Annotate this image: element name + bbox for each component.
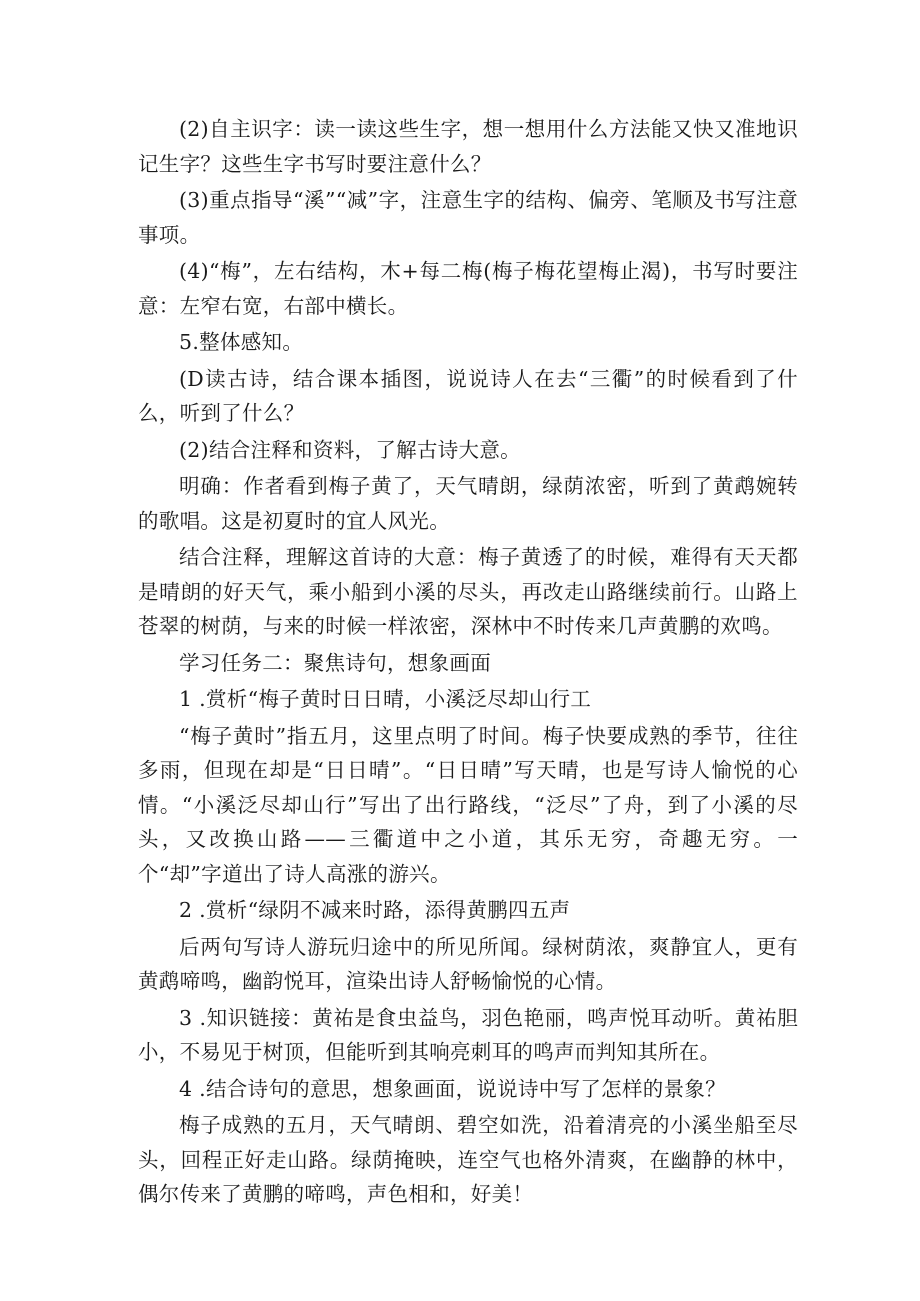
paragraph-appreciation-two-text: 后两句写诗人游玩归途中的所见所闻。绿树荫浓，爽静宜人，更有黄鹉啼鸣，幽韵悦耳，渲染出诗人舒畅愉悦的心情。 [138,934,798,993]
paragraph-task-two-heading: 学习任务二：聚焦诗句，想象画面 [179,650,491,675]
paragraph-key-characters: (3)重点指导“溪”“减”字，注意生字的结构、偏旁、笔顺及书写注意事项。 [138,188,798,247]
paragraph-imagine-scene: 4 .结合诗句的意思，想象画面，说说诗中写了怎样的景象？ [179,1076,726,1101]
paragraph-self-literacy: (2)自主识字：读一读这些生字，想一想用什么方法能又快又准地识记生字？这些生字书写时要注意什么？ [138,117,798,176]
paragraph-knowledge-link: 3 .知识链接：黄祐是食虫益鸟，羽色艳丽，鸣声悦耳动听。黄祐胆小，不易见于树顶，但能听到其响亮刺耳的鸣声而判知其所在。 [138,1005,798,1064]
paragraph-read-poem: (D读古诗，结合课本插图，说说诗人在去“三衢”的时候看到了什么，听到了什么？ [138,366,798,425]
document-body [138,112,798,1214]
paragraph-poem-summary: 结合注释，理解这首诗的大意：梅子黄透了的时候，难得有天天都是晴朗的好天气，乘小船到小溪的尽头，再改走山路继续前行。山路上苍翠的树荫，与来的时候一样浓密，深林中不时传来几声黄鹏的欢鸣。 [138,545,798,638]
paragraph-clarification: 明确：作者看到梅子黄了，天气晴朗，绿荫浓密，听到了黄鹉婉转的歌唱。这是初夏时的宜人风光。 [138,474,798,533]
paragraph-appreciation-one-text: “梅子黄时”指五月，这里点明了时间。梅子快要成熟的季节，往往多雨，但现在却是“日日晴”。“日日晴”写天晴，也是写诗人愉悦的心情。“小溪泛尽却山行”写出了出行路线，“泛尽”了舟，到了小溪的尽头，又改换山路——三衢道中之小道，其乐无穷，奇趣无穷。一个“却”字道出了诗人高涨的游兴。 [138,723,798,886]
paragraph-scene-description: 梅子成熟的五月，天气晴朗、碧空如洗，沿着清亮的小溪坐船至尽头，回程正好走山路。绿荫掩映，连空气也格外清爽，在幽静的林中，偶尔传来了黄鹏的啼鸣，声色相和，好美！ [138,1113,798,1206]
paragraph-mei-character: (4)“梅”，左右结构，木+每二梅(梅子梅花望梅止渴)，书写时要注意：左窄右宽，右部中横长。 [138,259,798,318]
paragraph-poem-meaning: (2)结合注释和资料，了解古诗大意。 [179,437,521,462]
paragraph-appreciation-two: 2 .赏析“绿阴不减来时路，添得黄鹏四五声 [179,898,571,922]
paragraph-overall-perception: 5.整体感知。 [179,330,304,354]
paragraph-appreciation-one: 1 .赏析“梅子黄时日日晴，小溪泛尽却山行工 [179,687,592,711]
